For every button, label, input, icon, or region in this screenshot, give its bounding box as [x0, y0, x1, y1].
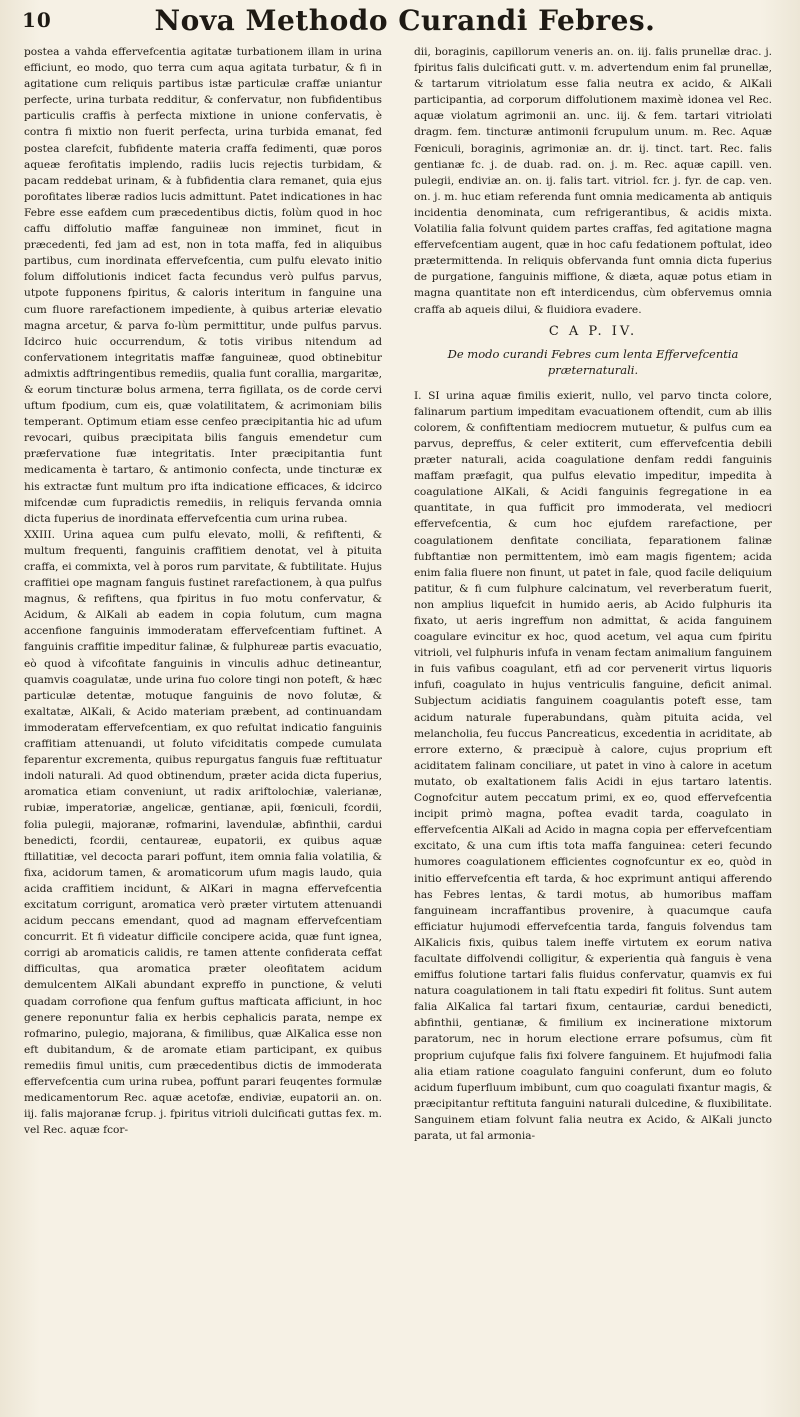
page-number: 10 [22, 8, 52, 32]
chapter-title: De modo curandi Febres cum lenta Effervefcentia præternaturali. [447, 346, 739, 377]
paragraph: XXIII. Urina aquea cum pulfu elevato, molli, & refiftenti, & multum frequenti, fanguinis craffitiem denotat, vel à pituita craffa, ei commixta, vel à poros rum parvitate, & fubtilitate. Hujus craffitiei ope magnam fanguis fustinet rarefactionem, à qua pulfus magnus, & refiftens, qua fpiritus in fuo motu confervatur, & Acidum, & AlKali ab eadem in copia folutum, cum magna accenfione fanguinis immoderatam effervefcentiam fuftinet. A fanguinis craffitie impeditur falinæ, & fulphureæ partis evacuatio, eò quod à vifcofitate fanguinis in vinculis adhuc detineantur, quamvis coagulatæ, unde urina fuo colore tingi non poteft, & hæc particulæ detentæ, motuque fanguinis de novo folutæ, & exaltatæ, AlKali, & Acido materiam præbent, ad continuandam immoderatam effervefcentiam, ex quo refultat indicatio fanguinis craffitiam attenuandi, ut foluto vifciditatis compede cumulata feparentur excrementa, quibus repurgatus fanguis fuæ reftituatur indoli naturali. Ad quod obtinendum, præter acida dicta fuperius, aromatica etiam conveniunt, ut radix ariftolochiæ, valerianæ, rubiæ, imperatoriæ, angelicæ, gentianæ, apii, fœniculi, fcordii, folia pulegii, majoranæ, rofmarini, lavendulæ, abfinthii, cardui benedicti, fcordii, centaureæ, eupatorii, ex quibus aquæ ftillatitiæ, vel decocta parari poffunt, item omnia falia volatilia, & fixa, acidorum tamen, & aromaticorum ufum magis laudo, quia acida craffitiem incidunt, & AlKari in magna effervefcentia excitatum corrigunt, aromatica verò præter virtutem attenuandi acidum peccans emendant, quod ad magnam effervefcentiam concurrit. Et fi videatur difficile concipere acida, quæ funt ignea, corrigi ab aromaticis calidis, re tamen attente confiderata ceffat difficultas, qua aromatica præter oleofitatem acidum demulcentem AlKali abundant expreffo in punctione, & veluti quadam corrofione qua fenfum guftus mafticata afficiunt, in hoc genere reponuntur falia ex herbis cephalicis parata, nempe ex rofmarino, pulegio, majorana, & fimilibus, quæ AlKalica esse non eft dubitandum, & de aromate etiam participant, ex quibus remediis fimul unitis, cum præcedentibus dictis de immoderata effervefcentia cum urina rubea, poffunt parari feuqentes formulæ medicamentorum Rec. aquæ acetofæ, endiviæ, eupatorii an. on. iij. falis majoranæ fcrup. j. fpiritus vitrioli dulcificati guttas fex. m. vel Rec. aquæ fcor- [24, 528, 382, 1137]
right-column [414, 44, 772, 1410]
chapter-heading: C A P. IV. [548, 323, 638, 339]
paragraph: I. SI urina aquæ fimilis exierit, nullo, vel parvo tincta colore, falinarum partium impeditam evacuationem oftendit, cum ab illis colorem, & confiftentiam mediocrem mutuetur, & pulfus cum ea parvus, depreffus, & celer extiterit, cum effervefcentia debili præter naturali, acida coagulatione denfam reddi fanguinis maffam præfagit, qua pulfus elevatio impeditur, impedita à coagulatione AlKali, & Acidi fanguinis fegregatione in ea quantitate, in qua fufficit pro immoderata, vel mediocri effervefcentia, & cum hoc ejufdem rarefactione, per coagulationem denfitate conciliata, feparationem falinæ fubftantiæ non permittentem, imò eam magis figentem; acida enim falia fluere non finunt, ut patet in fale, quod facile deliquium patitur, & fi cum fulphure calcinatum, vel reverberatum fuerit, non amplius liquefcit in humido aeris, ab Acido fulphuris ita fixato, ut aeris ingreffum non admittat, & acida fanguinem coagulare evincitur ex hoc, quod acetum, vel aqua cum fpiritu vitrioli, vel fulphuris infufa in venam fectam animalium fanguinem in fuis vafibus coagulant, etfi ad cor pervenerit virtus liquoris infufi, coagulato in hujus ventriculis fanguine, deficit animal. Subjectum acidiatis fanguinem coagulantis poteft esse, tam acidum naturale fuperabundans, quàm pituita acida, vel melancholia, feu fuccus Pancreaticus, excedentia in acriditate, ab errore externo, & præcipuè à calore, cujus proprium eft aciditatem falinam conciliare, ut patet in vino à calore in acetum mutato, ob exaltationem falis Acidi in ejus tartaro latentis. Cognofcitur autem peccatum primi, ex eo, quod effervefcentia incipit primò magna, poftea evadit tarda, coagulato in effervefcentia AlKali ad Acido in magna copia per effervefcentiam excitato, & una cum iftis tota maffa fanguinea: ceteri fecundo humores coagulationem efficientes cognofcuntur ex eo, quòd in initio effervefcentia eft tarda, & hoc exprimunt antiqui afferendo has Febres lentas, & tardi motus, ab humoribus maffam fanguineam incraffantibus provenire, à quacumque caufa efficiatur hujumodi effervefcentia tarda, fanguis folvendus tam AlKalicis fixis, quibus talem ineffe virtutem ex eorum nativa facultate diffolvendi colligitur, & experientia quà fanguis è vena emiffus folutione tartari falis fluidus confervatur, quamvis ex fui natura coagulationem in tali ftatu expediri fit folitus. Sunt autem falia AlKalica fal tartari fixum, centauriæ, cardui benedicti, abfinthii, gentianæ, & fimilium ex incineratione mixtorum paratorum, nec in horum electione errare pofsumus, cùm fit proprium cujufque falis fixi folvere fanguinem. Et hujufmodi falia alia etiam ratione coagulato fanguini conferunt, dum eo foluto acidum fuperfluum imbibunt, cum quo coagulati fixantur magis, & præcipitantur reftituta fanguini naturali dulcedine, & fluxibilitate. Sanguinem etiam folvunt falia neutra ex Acido, & AlKali juncto parata, ut fal armonia- [414, 389, 772, 1142]
paragraph: postea a vahda effervefcentia agitatæ turbationem illam in urina efficiunt, eo modo, quo terra cum aqua agitata turbatur, & fi in agitatione cum reliquis partibus istæ particulæ craffæ uniantur perfecte, urina turbata redditur, & confervatur, non fubfidentibus particulis craffis à perfecta mixtione in unione confervatis, è contra fi mixtio non fuerit perfecta, urina turbida emanat, fed postea clarefcit, fubfidente materia craffa fedimenti, quæ poros aqueæ ferofitatis implendo, radiis lucis rejectis turbidam, & pacam reddebat urinam, & à fubfidentia clara remanet, quia ejus porofitates liberæ radios lucis admittunt. Patet indicationes in hac Febre esse eafdem cum præcedentibus dictis, folùm quod in hoc caffu diffolutio maffæ fanguineæ non imminet, ficut in præcedenti, fed jam ad est, non in tota maffa, fed in aliquibus partibus, cum inordinata effervefcentia, cum pulfu elevato initio folum diffolutionis indicet facta fecundus verò pulfus parvus, utpote fupponens fpiritus, & caloris interitum in fanguine una cum fluore rarefactionem impediente, à quibus arteriæ elevatio magna arcetur, & parva fo-lùm permittitur, unde pulfus parvus. Idcirco huic occurrendum, & totis viribus nitendum ad confervationem integritatis maffæ fanguineæ, quod obtinebitur admixtis adftringentibus remediis, qualia funt corallia, margaritæ, & eorum tincturæ bolus armena, terra figillata, os de corde cervi uftum fpodium, cum eis, quæ volatilitatem, & acrimoniam bilis temperant. Optimum etiam esse cenfeo præcipitantia hic ad ufum revocari, quibus præcipitata bilis fanguis emendetur cum præfervatione fuæ integritatis. Inter præcipitantia funt medicamenta è tartaro, & antimonio confecta, unde tincturæ ex his extractæ funt multum pro ifta indicatione efficaces, & idcirco mifcendæ cum fupradictis remediis, in reliquis fervanda omnia dicta fuperius de inordinata effervefcentia cum urina rubea. [24, 46, 382, 525]
left-column [24, 44, 382, 1410]
page-header [20, 4, 790, 40]
running-title: Nova Methodo Curandi Febres. [154, 4, 656, 37]
paragraph: dii, boraginis, capillorum veneris an. on. iij. falis prunellæ drac. j. fpiritus falis dulcificati gutt. v. m. advertendum enim fal prunellæ, & tartarum vitriolatum esse falia neutra ex acido, & AlKali participantia, ad corporum diffolutionem maximè idonea vel Rec. aquæ violatum agrimonii an. unc. iij. & fem. tartari vitriolati dragm. fem. tincturæ antimonii fcrupulum unum. m. Rec. Aquæ Fœniculi, boraginis, agrimoniæ an. dr. ij. tinct. tart. Rec. falis gentianæ fc. j. de duab. rad. on. j. m. Rec. aquæ capill. ven. pulegii, endiviæ an. on. ij. falis tart. vitriol. fcr. j. fyr. de cap. ven. on. j. m. huc etiam referenda funt omnia medicamenta ab antiquis incidentia denominata, cum refrigerantibus, & acidis mixta. Volatilia falia folvunt quidem partes craffas, fed agitatione magna effervefcentiam augent, quæ in hoc cafu fedationem poftulat, ideo prætermittenda. In reliquis obfervanda funt omnia dicta fuperius de purgatione, fanguinis miffione, & diæta, aquæ potus etiam in magna quantitate non eft interdicendus, cùm obfervemus omnia craffa ab aqueis dilui, & fluidiora evadere. [414, 46, 772, 316]
